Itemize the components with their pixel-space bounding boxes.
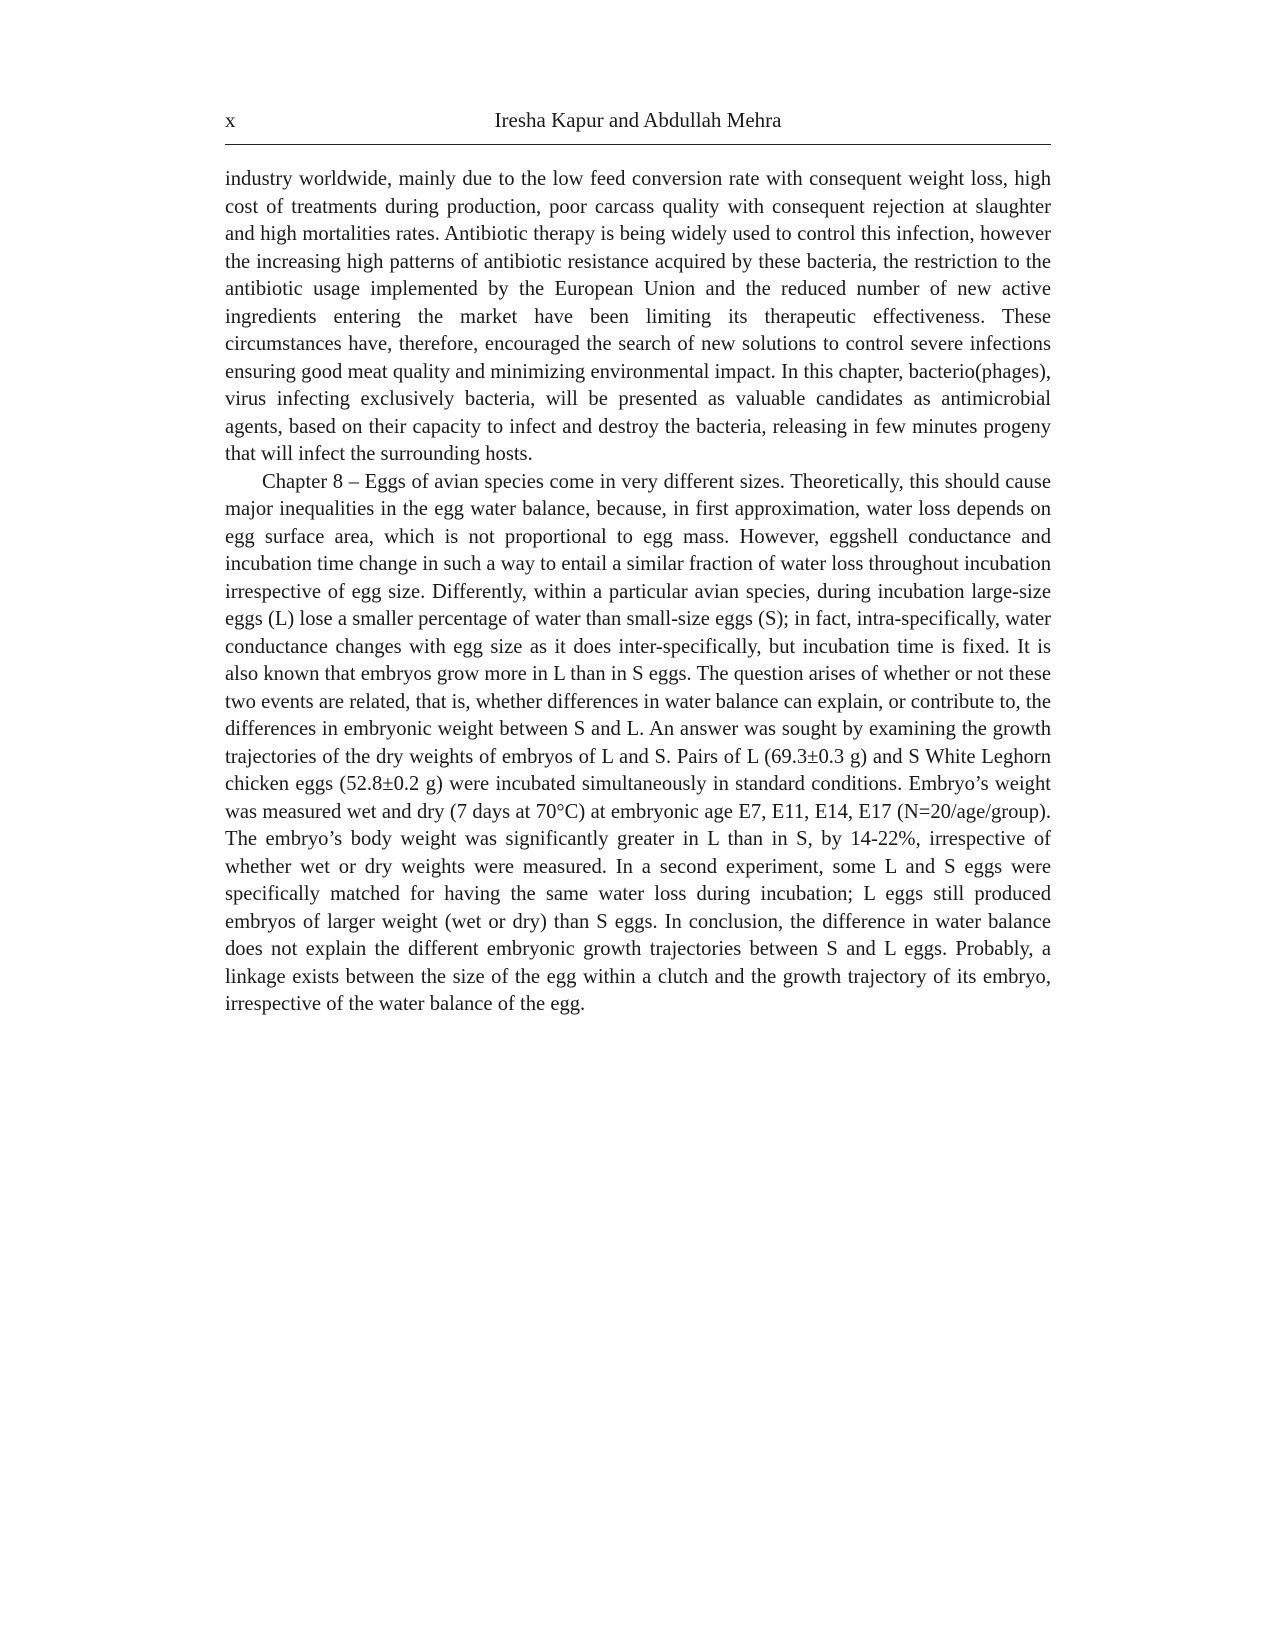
page-header (225, 104, 1051, 145)
paragraph: Chapter 8 – Eggs of avian species come in very different sizes. Theoretically, this should cause major inequalities in the egg water balance, because, in first approximation, water loss depends on egg surface area, which is not proportional to egg mass. However, eggshell conductance and incubation time change in such a way to entail a similar fraction of water loss throughout incubation irrespective of egg size. Differently, within a particular avian species, during incubation large-size eggs (L) lose a smaller percentage of water than small-size eggs (S); in fact, intra-specifically, water conductance changes with egg size as it does inter-specifically, but incubation time is fixed. It is also known that embryos grow more in L than in S eggs. The question arises of whether or not these two events are related, that is, whether differences in water balance can explain, or contribute to, the differences in embryonic weight between S and L. An answer was sought by examining the growth trajectories of the dry weights of embryos of L and S. Pairs of L (69.3±0.3 g) and S White Leghorn chicken eggs (52.8±0.2 g) were incubated simultaneously in standard conditions. Embryo’s weight was measured wet and dry (7 days at 70°C) at embryonic age E7, E11, E14, E17 (N=20/age/group). The embryo’s body weight was significantly greater in L than in S, by 14-22%, irrespective of whether wet or dry weights were measured. In a second experiment, some L and S eggs were specifically matched for having the same water loss during incubation; L eggs still produced embryos of larger weight (wet or dry) than S eggs. In conclusion, the difference in water balance does not explain the different embryonic growth trajectories between S and L eggs. Probably, a linkage exists between the size of the egg within a clutch and the growth trajectory of its embryo, irrespective of the water balance of the egg. (225, 470, 1051, 1015)
body-text (225, 166, 1051, 1019)
page-number: x (225, 108, 236, 132)
running-head: Iresha Kapur and Abdullah Mehra (494, 108, 782, 132)
paragraph: industry worldwide, mainly due to the low feed conversion rate with consequent weight loss, high cost of treatments during production, poor carcass quality with consequent rejection at slaughter and high mortalities rates. Antibiotic therapy is being widely used to control this infection, however the increasing high patterns of antibiotic resistance acquired by these bacteria, the restriction to the antibiotic usage implemented by the European Union and the reduced number of new active ingredients entering the market have been limiting its therapeutic effectiveness. These circumstances have, therefore, encouraged the search of new solutions to control severe infections ensuring good meat quality and minimizing environmental impact. In this chapter, bacterio(phages), virus infecting exclusively bacteria, will be presented as valuable candidates as antimicrobial agents, based on their capacity to infect and destroy the bacteria, releasing in few minutes progeny that will infect the surrounding hosts. (225, 168, 1051, 465)
